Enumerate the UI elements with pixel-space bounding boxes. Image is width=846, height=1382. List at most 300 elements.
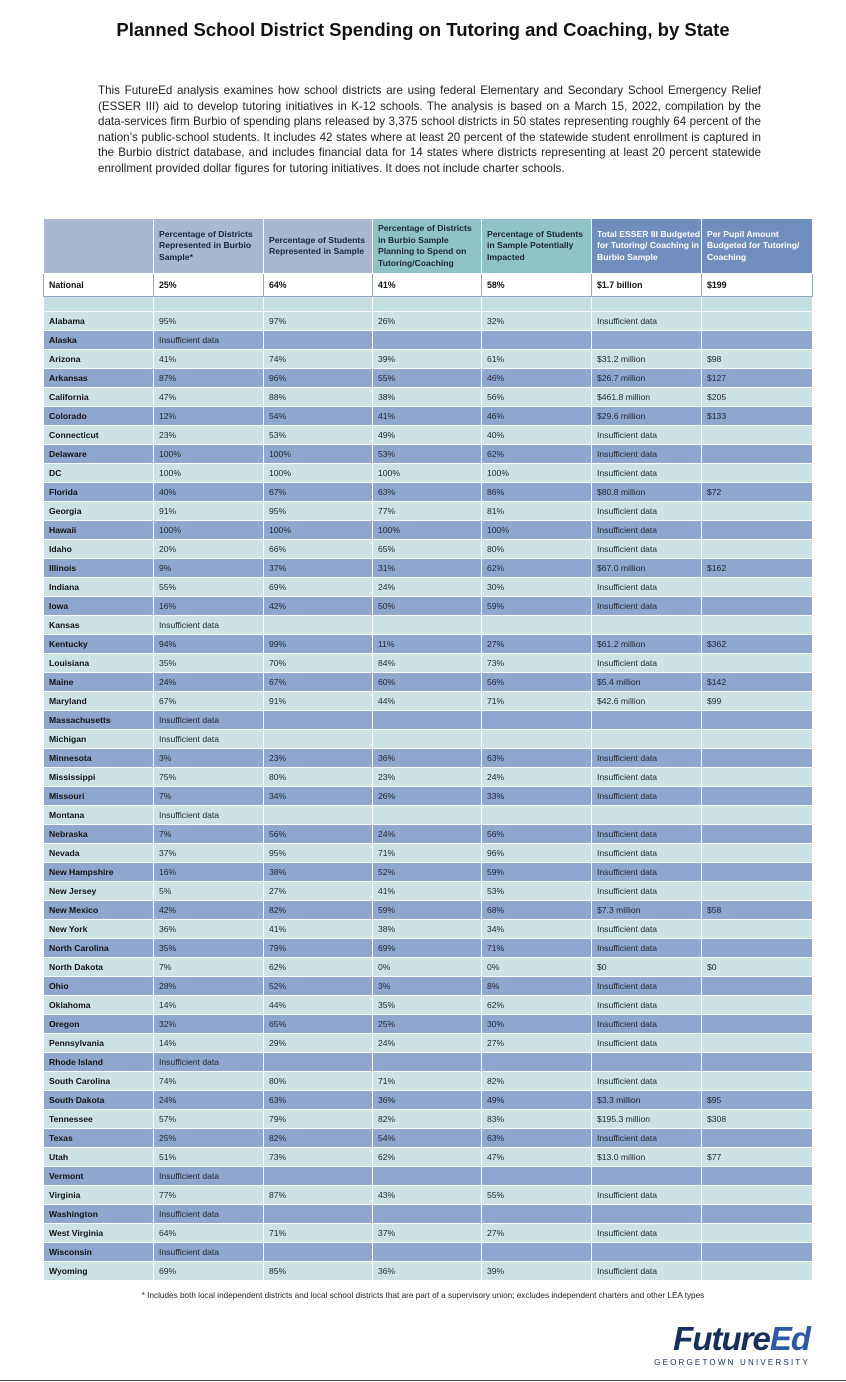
cell-per-pupil — [702, 768, 813, 787]
cell-per-pupil — [702, 1262, 813, 1281]
cell-state: Tennessee — [44, 1110, 154, 1129]
state-rows — [44, 312, 813, 1281]
cell-pct-students: 54% — [264, 407, 373, 426]
cell-per-pupil — [702, 1205, 813, 1224]
cell-pct-districts-tutoring: 25% — [373, 1015, 482, 1034]
cell-total-esser — [592, 711, 702, 730]
cell-total-esser: Insufficient data — [592, 882, 702, 901]
cell-pct-students-impacted: 71% — [482, 692, 592, 711]
cell-total-esser: Insufficient data — [592, 1072, 702, 1091]
cell-pct-districts-tutoring: 26% — [373, 787, 482, 806]
cell-state: West Virginia — [44, 1224, 154, 1243]
cell-pct-students-impacted: 30% — [482, 578, 592, 597]
cell-total-esser — [592, 331, 702, 350]
cell-pct-districts: 95% — [154, 312, 264, 331]
cell-per-pupil: $133 — [702, 407, 813, 426]
cell-pct-students — [264, 1243, 373, 1262]
header-total-esser: Total ESSER III Budgeted for Tutoring/ Coaching in Burbio Sample — [592, 219, 702, 274]
cell-pct-districts: 37% — [154, 844, 264, 863]
cell-pct-districts: Insufficient data — [154, 730, 264, 749]
cell-pct-districts-tutoring: 71% — [373, 844, 482, 863]
cell-pct-students: 91% — [264, 692, 373, 711]
cell-pct-students-impacted: 0% — [482, 958, 592, 977]
cell-state: Idaho — [44, 540, 154, 559]
cell-pct-districts: Insufficient data — [154, 711, 264, 730]
cell-state: New York — [44, 920, 154, 939]
cell-pct-students-impacted: 49% — [482, 1091, 592, 1110]
cell-total-esser — [592, 1243, 702, 1262]
cell-pct-districts: 35% — [154, 654, 264, 673]
cell-pct-students: 99% — [264, 635, 373, 654]
cell-pct-students: 95% — [264, 502, 373, 521]
table-row — [44, 635, 813, 654]
cell-pct-students-impacted — [482, 730, 592, 749]
cell-pct-districts-tutoring: 55% — [373, 369, 482, 388]
cell-pct-districts: 3% — [154, 749, 264, 768]
cell-pct-students: 87% — [264, 1186, 373, 1205]
intro-paragraph: This FutureEd analysis examines how school districts are using federal Elementary and Secondary School Emergency Relief (ESSER III) aid to develop tutoring initiatives in K-12 schools. The analysis is based on a March 15, 2022, compilation by the data-services firm Burbio of spending plans released by 3,375 school districts in 50 states representing roughly 64 percent of the nation’s public-school students. It includes 42 states where at least 20 percent of the statewide student enrollment is captured in the Burbio district database, and includes financial data for 14 states where districts representing at least 20 percent statewide enrollment provided dollar figures for tutoring initiatives. It does not include charter schools. — [98, 84, 761, 175]
cell-pct-districts: 14% — [154, 1034, 264, 1053]
cell-pct-students-impacted: 56% — [482, 825, 592, 844]
cell-pct-students: 95% — [264, 844, 373, 863]
cell-pct-districts-tutoring: 35% — [373, 996, 482, 1015]
cell-pct-districts: Insufficient data — [154, 616, 264, 635]
cell-pct-students-impacted: 39% — [482, 1262, 592, 1281]
cell-pct-students: 79% — [264, 939, 373, 958]
cell-state: Vermont — [44, 1167, 154, 1186]
cell-pct-districts-tutoring: 54% — [373, 1129, 482, 1148]
cell-state: Minnesota — [44, 749, 154, 768]
cell-pct-districts: 7% — [154, 825, 264, 844]
table-row — [44, 502, 813, 521]
cell-pct-districts: 23% — [154, 426, 264, 445]
table-row — [44, 939, 813, 958]
cell-per-pupil — [702, 1129, 813, 1148]
table-row — [44, 654, 813, 673]
header-pct-districts-tutoring: Percentage of Districts in Burbio Sample Planning to Spend on Tutoring/Coaching — [373, 219, 482, 274]
cell-pct-students-impacted: 33% — [482, 787, 592, 806]
cell-pct-districts: 25% — [154, 1129, 264, 1148]
table-row — [44, 806, 813, 825]
cell-pct-districts-tutoring: 31% — [373, 559, 482, 578]
cell-state: Utah — [44, 1148, 154, 1167]
cell-pct-districts: 28% — [154, 977, 264, 996]
table-row — [44, 1167, 813, 1186]
cell-pct-districts: 47% — [154, 388, 264, 407]
cell-per-pupil — [702, 1186, 813, 1205]
cell-pct-districts-tutoring: 24% — [373, 825, 482, 844]
cell-pct-students: 96% — [264, 369, 373, 388]
cell-pct-students-impacted: 62% — [482, 445, 592, 464]
table-row — [44, 1091, 813, 1110]
cell-pct-districts-tutoring: 100% — [373, 521, 482, 540]
cell-total-esser: $80.8 million — [592, 483, 702, 502]
cell-per-pupil — [702, 863, 813, 882]
cell-pct-students: 73% — [264, 1148, 373, 1167]
cell-pct-districts: 69% — [154, 1262, 264, 1281]
cell-pct-districts: Insufficient data — [154, 806, 264, 825]
cell-state: Delaware — [44, 445, 154, 464]
cell-per-pupil — [702, 996, 813, 1015]
cell-pct-students-impacted: 73% — [482, 654, 592, 673]
cell-per-pupil — [702, 312, 813, 331]
logo-word-accent: Ed — [769, 1320, 810, 1357]
cell-total-esser: $195.3 million — [592, 1110, 702, 1129]
cell-state: Massachusetts — [44, 711, 154, 730]
cell-pct-students-impacted: 62% — [482, 996, 592, 1015]
cell-state: Colorado — [44, 407, 154, 426]
cell-pct-districts-tutoring: 44% — [373, 692, 482, 711]
table-row — [44, 730, 813, 749]
cell-per-pupil — [702, 1053, 813, 1072]
cell-state: New Jersey — [44, 882, 154, 901]
table-row — [44, 464, 813, 483]
table-row — [44, 977, 813, 996]
cell-pct-students: 80% — [264, 768, 373, 787]
cell-pct-students: 85% — [264, 1262, 373, 1281]
cell-pct-districts-tutoring: 0% — [373, 958, 482, 977]
cell-total-esser: Insufficient data — [592, 996, 702, 1015]
cell-pct-districts: Insufficient data — [154, 1205, 264, 1224]
cell-pct-districts-tutoring: 60% — [373, 673, 482, 692]
cell-pct-districts: 14% — [154, 996, 264, 1015]
cell-per-pupil — [702, 654, 813, 673]
cell-per-pupil — [702, 787, 813, 806]
cell-pct-districts-tutoring: 69% — [373, 939, 482, 958]
cell-state: Georgia — [44, 502, 154, 521]
cell-total-esser: Insufficient data — [592, 1034, 702, 1053]
cell-pct-districts-tutoring: 59% — [373, 901, 482, 920]
cell-state: Missouri — [44, 787, 154, 806]
spending-table — [43, 218, 813, 1281]
cell-state: Hawaii — [44, 521, 154, 540]
table-row — [44, 996, 813, 1015]
cell-state: Rhode Island — [44, 1053, 154, 1072]
table-row — [44, 350, 813, 369]
cell-pct-students-impacted: 80% — [482, 540, 592, 559]
cell-total-esser: $5.4 million — [592, 673, 702, 692]
cell-total-esser: Insufficient data — [592, 977, 702, 996]
cell-total-esser: $0 — [592, 958, 702, 977]
cell-per-pupil — [702, 426, 813, 445]
cell-state: Virginia — [44, 1186, 154, 1205]
cell-pct-districts: 12% — [154, 407, 264, 426]
national-cell: 58% — [482, 274, 592, 297]
cell-total-esser: Insufficient data — [592, 1129, 702, 1148]
cell-total-esser: Insufficient data — [592, 578, 702, 597]
cell-pct-students-impacted: 27% — [482, 1224, 592, 1243]
cell-pct-students: 82% — [264, 901, 373, 920]
cell-total-esser: Insufficient data — [592, 939, 702, 958]
cell-total-esser: Insufficient data — [592, 1186, 702, 1205]
cell-total-esser: Insufficient data — [592, 426, 702, 445]
cell-pct-districts: Insufficient data — [154, 1243, 264, 1262]
cell-pct-districts-tutoring: 82% — [373, 1110, 482, 1129]
cell-pct-students-impacted: 61% — [482, 350, 592, 369]
cell-per-pupil: $77 — [702, 1148, 813, 1167]
cell-state: Ohio — [44, 977, 154, 996]
cell-total-esser — [592, 730, 702, 749]
cell-total-esser: Insufficient data — [592, 502, 702, 521]
page-title: Planned School District Spending on Tutoring and Coaching, by State — [116, 19, 730, 40]
cell-total-esser: Insufficient data — [592, 787, 702, 806]
cell-state: Maryland — [44, 692, 154, 711]
cell-pct-students-impacted: 47% — [482, 1148, 592, 1167]
table-row — [44, 787, 813, 806]
cell-total-esser: Insufficient data — [592, 825, 702, 844]
cell-pct-students: 100% — [264, 445, 373, 464]
cell-pct-districts-tutoring — [373, 331, 482, 350]
cell-per-pupil: $142 — [702, 673, 813, 692]
cell-pct-districts-tutoring: 24% — [373, 578, 482, 597]
cell-pct-students-impacted: 32% — [482, 312, 592, 331]
cell-state: South Dakota — [44, 1091, 154, 1110]
cell-per-pupil — [702, 806, 813, 825]
cell-pct-districts-tutoring: 23% — [373, 768, 482, 787]
cell-pct-districts-tutoring: 63% — [373, 483, 482, 502]
cell-state: Louisiana — [44, 654, 154, 673]
cell-pct-districts: 55% — [154, 578, 264, 597]
cell-pct-students-impacted: 53% — [482, 882, 592, 901]
cell-pct-districts: 40% — [154, 483, 264, 502]
table-row — [44, 597, 813, 616]
cell-per-pupil — [702, 578, 813, 597]
cell-total-esser — [592, 1053, 702, 1072]
cell-total-esser: $3.3 million — [592, 1091, 702, 1110]
cell-per-pupil — [702, 730, 813, 749]
cell-pct-districts-tutoring: 49% — [373, 426, 482, 445]
cell-pct-districts: 24% — [154, 1091, 264, 1110]
table-row — [44, 711, 813, 730]
cell-pct-districts: 74% — [154, 1072, 264, 1091]
cell-pct-students — [264, 711, 373, 730]
header-pct-districts: Percentage of Districts Represented in Burbio Sample* — [154, 219, 264, 274]
cell-total-esser: Insufficient data — [592, 597, 702, 616]
cell-pct-districts-tutoring: 77% — [373, 502, 482, 521]
table-row — [44, 1186, 813, 1205]
table-row — [44, 958, 813, 977]
cell-total-esser: $13.0 million — [592, 1148, 702, 1167]
table-row — [44, 863, 813, 882]
cell-pct-students: 53% — [264, 426, 373, 445]
cell-pct-students-impacted: 68% — [482, 901, 592, 920]
cell-state: Texas — [44, 1129, 154, 1148]
cell-state: Wyoming — [44, 1262, 154, 1281]
cell-pct-students-impacted — [482, 1243, 592, 1262]
cell-pct-districts-tutoring: 52% — [373, 863, 482, 882]
national-cell: 25% — [154, 274, 264, 297]
cell-state: Oregon — [44, 1015, 154, 1034]
cell-pct-districts: Insufficient data — [154, 1053, 264, 1072]
cell-state: Pennsylvania — [44, 1034, 154, 1053]
cell-state: Illinois — [44, 559, 154, 578]
cell-state: DC — [44, 464, 154, 483]
table-row — [44, 768, 813, 787]
cell-per-pupil — [702, 445, 813, 464]
cell-per-pupil — [702, 464, 813, 483]
cell-pct-districts: 36% — [154, 920, 264, 939]
cell-pct-districts: 41% — [154, 350, 264, 369]
cell-state: Alabama — [44, 312, 154, 331]
cell-per-pupil — [702, 844, 813, 863]
cell-state: Montana — [44, 806, 154, 825]
cell-pct-students — [264, 331, 373, 350]
cell-total-esser: $67.0 million — [592, 559, 702, 578]
cell-pct-students: 79% — [264, 1110, 373, 1129]
header-pct-students-impacted: Percentage of Students in Sample Potentially Impacted — [482, 219, 592, 274]
cell-pct-districts-tutoring: 39% — [373, 350, 482, 369]
table-header-row — [44, 219, 813, 274]
cell-pct-students-impacted: 62% — [482, 559, 592, 578]
cell-pct-students — [264, 730, 373, 749]
cell-pct-districts-tutoring: 38% — [373, 920, 482, 939]
cell-pct-districts: Insufficient data — [154, 1167, 264, 1186]
cell-state: South Carolina — [44, 1072, 154, 1091]
cell-pct-students — [264, 1167, 373, 1186]
cell-pct-districts-tutoring: 84% — [373, 654, 482, 673]
cell-pct-students — [264, 1205, 373, 1224]
cell-total-esser: $7.3 million — [592, 901, 702, 920]
cell-pct-districts: 64% — [154, 1224, 264, 1243]
cell-pct-districts: 24% — [154, 673, 264, 692]
cell-pct-students: 71% — [264, 1224, 373, 1243]
cell-pct-students-impacted: 100% — [482, 521, 592, 540]
table-row — [44, 1015, 813, 1034]
cell-pct-students: 23% — [264, 749, 373, 768]
cell-per-pupil — [702, 882, 813, 901]
table-row — [44, 445, 813, 464]
cell-pct-students-impacted — [482, 806, 592, 825]
cell-pct-districts-tutoring — [373, 616, 482, 635]
cell-state: Florida — [44, 483, 154, 502]
table-row — [44, 1034, 813, 1053]
cell-pct-districts-tutoring: 50% — [373, 597, 482, 616]
cell-pct-students-impacted: 55% — [482, 1186, 592, 1205]
cell-state: Alaska — [44, 331, 154, 350]
cell-total-esser: $31.2 million — [592, 350, 702, 369]
cell-pct-districts: 5% — [154, 882, 264, 901]
cell-state: Arizona — [44, 350, 154, 369]
cell-total-esser: Insufficient data — [592, 445, 702, 464]
cell-pct-students-impacted — [482, 616, 592, 635]
cell-per-pupil: $95 — [702, 1091, 813, 1110]
cell-pct-students: 29% — [264, 1034, 373, 1053]
cell-state: Maine — [44, 673, 154, 692]
cell-pct-districts-tutoring — [373, 806, 482, 825]
cell-state: California — [44, 388, 154, 407]
cell-pct-students-impacted: 86% — [482, 483, 592, 502]
header-per-pupil: Per Pupil Amount Budgeted for Tutoring/ Coaching — [702, 219, 813, 274]
table-row — [44, 1110, 813, 1129]
cell-state: New Hampshire — [44, 863, 154, 882]
cell-state: Nevada — [44, 844, 154, 863]
cell-pct-students: 70% — [264, 654, 373, 673]
cell-total-esser — [592, 806, 702, 825]
cell-total-esser — [592, 1205, 702, 1224]
cell-total-esser: Insufficient data — [592, 863, 702, 882]
table-row — [44, 1205, 813, 1224]
footnote: * Includes both local independent districts and local school districts that are part of a supervisory union; excludes independent charters and other LEA types — [141, 1291, 705, 1300]
cell-pct-students-impacted — [482, 1205, 592, 1224]
cell-per-pupil — [702, 540, 813, 559]
cell-state: North Dakota — [44, 958, 154, 977]
table-row — [44, 882, 813, 901]
cell-pct-students-impacted: 63% — [482, 749, 592, 768]
cell-pct-students: 62% — [264, 958, 373, 977]
national-cell: 41% — [373, 274, 482, 297]
cell-per-pupil: $362 — [702, 635, 813, 654]
cell-state: Washington — [44, 1205, 154, 1224]
spacer-row — [44, 297, 813, 312]
cell-total-esser: Insufficient data — [592, 768, 702, 787]
cell-per-pupil — [702, 749, 813, 768]
cell-total-esser: Insufficient data — [592, 1262, 702, 1281]
header-pct-students: Percentage of Students Represented in Sample — [264, 219, 373, 274]
national-cell: 64% — [264, 274, 373, 297]
table-row — [44, 540, 813, 559]
cell-per-pupil — [702, 1072, 813, 1091]
cell-state: Nebraska — [44, 825, 154, 844]
cell-pct-districts: 7% — [154, 958, 264, 977]
cell-pct-districts: 100% — [154, 445, 264, 464]
cell-per-pupil — [702, 502, 813, 521]
table-row — [44, 1053, 813, 1072]
table-row — [44, 616, 813, 635]
cell-pct-students-impacted: 34% — [482, 920, 592, 939]
cell-pct-students: 34% — [264, 787, 373, 806]
national-row — [44, 274, 813, 297]
cell-per-pupil — [702, 1224, 813, 1243]
cell-pct-students: 38% — [264, 863, 373, 882]
cell-pct-students-impacted — [482, 711, 592, 730]
cell-pct-districts-tutoring: 36% — [373, 1091, 482, 1110]
cell-per-pupil — [702, 597, 813, 616]
logo-wordmark — [654, 1322, 810, 1356]
cell-pct-districts: 75% — [154, 768, 264, 787]
cell-pct-students: 100% — [264, 521, 373, 540]
cell-state: New Mexico — [44, 901, 154, 920]
cell-pct-districts-tutoring: 71% — [373, 1072, 482, 1091]
cell-pct-students-impacted: 46% — [482, 407, 592, 426]
cell-total-esser: $42.6 million — [592, 692, 702, 711]
cell-state: Indiana — [44, 578, 154, 597]
cell-per-pupil — [702, 331, 813, 350]
cell-total-esser: $61.2 million — [592, 635, 702, 654]
cell-pct-districts-tutoring: 41% — [373, 407, 482, 426]
cell-pct-students: 63% — [264, 1091, 373, 1110]
national-cell: $1.7 billion — [592, 274, 702, 297]
cell-pct-districts-tutoring — [373, 711, 482, 730]
cell-per-pupil — [702, 711, 813, 730]
cell-pct-students-impacted: 24% — [482, 768, 592, 787]
cell-total-esser: $26.7 million — [592, 369, 702, 388]
cell-per-pupil — [702, 1034, 813, 1053]
cell-pct-districts-tutoring: 11% — [373, 635, 482, 654]
cell-pct-students: 97% — [264, 312, 373, 331]
cell-pct-students-impacted: 100% — [482, 464, 592, 483]
cell-per-pupil — [702, 1167, 813, 1186]
cell-pct-students: 88% — [264, 388, 373, 407]
cell-pct-districts: 67% — [154, 692, 264, 711]
cell-pct-districts-tutoring — [373, 1053, 482, 1072]
cell-state: Arkansas — [44, 369, 154, 388]
cell-total-esser — [592, 616, 702, 635]
table-row — [44, 1072, 813, 1091]
table-row — [44, 407, 813, 426]
cell-pct-districts-tutoring — [373, 730, 482, 749]
cell-pct-districts-tutoring: 41% — [373, 882, 482, 901]
cell-pct-districts: 57% — [154, 1110, 264, 1129]
